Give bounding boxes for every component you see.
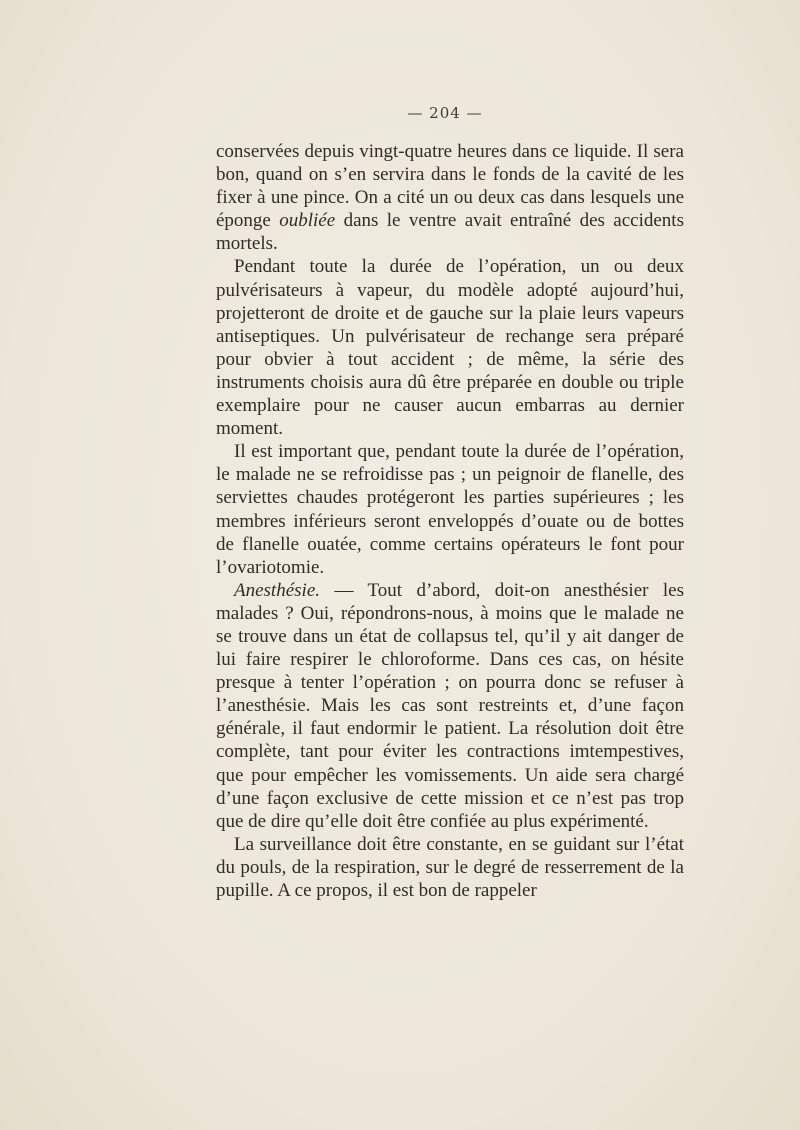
paragraph-1: conservées depuis vingt-quatre heures dans ce liquide. Il sera bon, quand on s’en servira dans le fonds de la cavité de les fixer à une pince. On a cité un ou deux cas dans lesquels une éponge oubliée dans le ventre avait entraîné des accidents mortels.: [216, 141, 684, 255]
paragraph-3: Il est important que, pendant toute la durée de l’opération, le malade ne se refroidisse pas ; un peignoir de flanelle, des serviettes chaudes protégeront les parties supérieures ; les membres inférieurs seront enveloppés d’ouate ou de bottes de flanelle ouatée, comme certains opérateurs le font pour l’ovariotomie.: [216, 441, 684, 578]
body-text: [216, 140, 684, 902]
paragraph-4: [216, 579, 684, 833]
section-heading-anesthesie: Anesthésie.: [234, 579, 321, 601]
page-number: — 204 —: [407, 104, 483, 122]
paragraph-4-text: — Tout d’abord, doit-on anesthésier les malades ? Oui, répondrons-nous, à moins que le malade ne se trouve dans un état de collapsus tel, qu’il y ait danger de lui faire respirer le chloroforme. Dans ces cas, on hésite presque à tenter l’opération ; on pourra donc se refuser à l’anesthésie. Mais les cas sont restreints et, d’une façon générale, il faut endormir le patient. La résolution doit être complète, tant pour éviter les contractions imtempestives, que pour empêcher les vomissements. Un aide sera chargé d’une façon exclusive de cette mission et ce n’est pas trop que de dire qu’elle doit être confiée au plus expérimenté.: [216, 579, 684, 832]
paragraph-2: Pendant toute la durée de l’opération, un ou deux pulvérisateurs à vapeur, du modèle adopté aujourd’hui, projetteront de droite et de gauche sur la plaie leurs vapeurs antiseptiques. Un pulvérisateur de rechange sera préparé pour obvier à tout accident ; de même, la série des instruments choisis aura dû être préparée en double ou triple exemplaire pour ne causer aucun embarras au dernier moment.: [216, 256, 684, 440]
emphasis-oubliee: oubliée: [279, 210, 336, 232]
paragraph-5: La surveillance doit être constante, en se guidant sur l’état du pouls, de la respiration, sur le degré de resserrement de la pupille. A ce propos, il est bon de rappeler: [216, 833, 684, 901]
